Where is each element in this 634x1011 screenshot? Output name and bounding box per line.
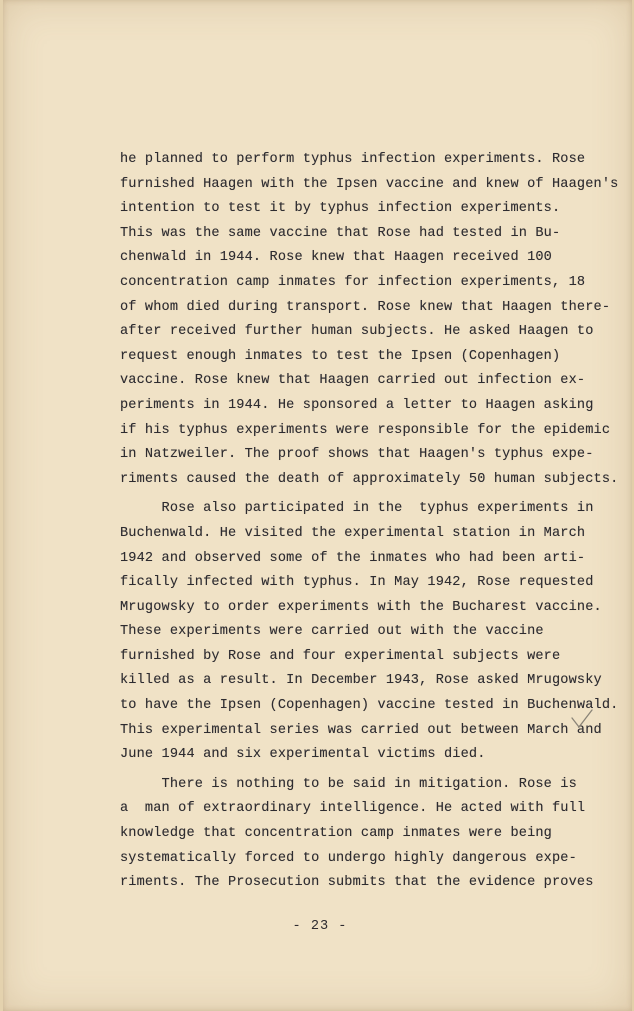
text-line: Buchenwald. He visited the experimental station in March <box>120 525 586 541</box>
text-line: after received further human subjects. He asked Haagen to <box>120 324 594 340</box>
paragraph-1 <box>120 148 619 492</box>
text-line: Mrugowsky to order experiments with the Bucharest vaccine. <box>120 599 602 615</box>
text-line: systematically forced to undergo highly dangerous expe- <box>120 850 577 866</box>
text-line: Rose also participated in the typhus experiments in <box>120 501 594 517</box>
text-line: vaccine. Rose knew that Haagen carried out infection ex- <box>120 373 586 389</box>
text-line: periments in 1944. He sponsored a letter to Haagen asking <box>120 397 594 413</box>
text-line: concentration camp inmates for infection experiments, 18 <box>120 274 586 290</box>
text-line: June 1944 and six experimental victims died. <box>120 747 486 763</box>
text-line: These experiments were carried out with the vaccine <box>120 624 544 640</box>
text-line: of whom died during transport. Rose knew that Haagen there- <box>120 299 611 315</box>
text-line: fically infected with typhus. In May 1942, Rose requested <box>120 575 594 591</box>
paragraph-3 <box>120 773 594 896</box>
text-line: he planned to perform typhus infection experiments. Rose <box>120 152 586 167</box>
text-line: to have the Ipsen (Copenhagen) vaccine tested in Buchenwald. <box>120 698 619 714</box>
text-line: a man of extraordinary intelligence. He acted with full <box>120 801 586 817</box>
text-line: chenwald in 1944. Rose knew that Haagen received 100 <box>120 250 552 266</box>
text-line: in Natzweiler. The proof shows that Haagen's typhus expe- <box>120 447 594 463</box>
text-line: This experimental series was carried out between March and <box>120 722 602 738</box>
text-line: request enough inmates to test the Ipsen (Copenhagen) <box>120 348 561 364</box>
paragraph-2 <box>120 497 619 768</box>
text-line: riments caused the death of approximately 50 human subjects. <box>120 471 619 487</box>
text-line: intention to test it by typhus infection experiments. <box>120 201 561 217</box>
text-line: furnished Haagen with the Ipsen vaccine and knew of Haagen's <box>120 176 619 192</box>
text-line: There is nothing to be said in mitigation. Rose is <box>120 776 577 792</box>
text-line: furnished by Rose and four experimental subjects were <box>120 648 561 664</box>
typed-text-body <box>120 148 619 896</box>
text-line: knowledge that concentration camp inmates were being <box>120 826 552 842</box>
text-line: if his typhus experiments were responsible for the epidemic <box>120 422 611 438</box>
text-line: 1942 and observed some of the inmates who had been arti- <box>120 550 586 566</box>
text-line: killed as a result. In December 1943, Rose asked Mrugowsky <box>120 673 602 689</box>
page-number: - 23 - <box>292 919 348 934</box>
pencil-check-mark-icon <box>569 706 595 732</box>
text-line: This was the same vaccine that Rose had tested in Bu- <box>120 225 561 241</box>
text-line: riments. The Prosecution submits that the evidence proves <box>120 875 594 891</box>
